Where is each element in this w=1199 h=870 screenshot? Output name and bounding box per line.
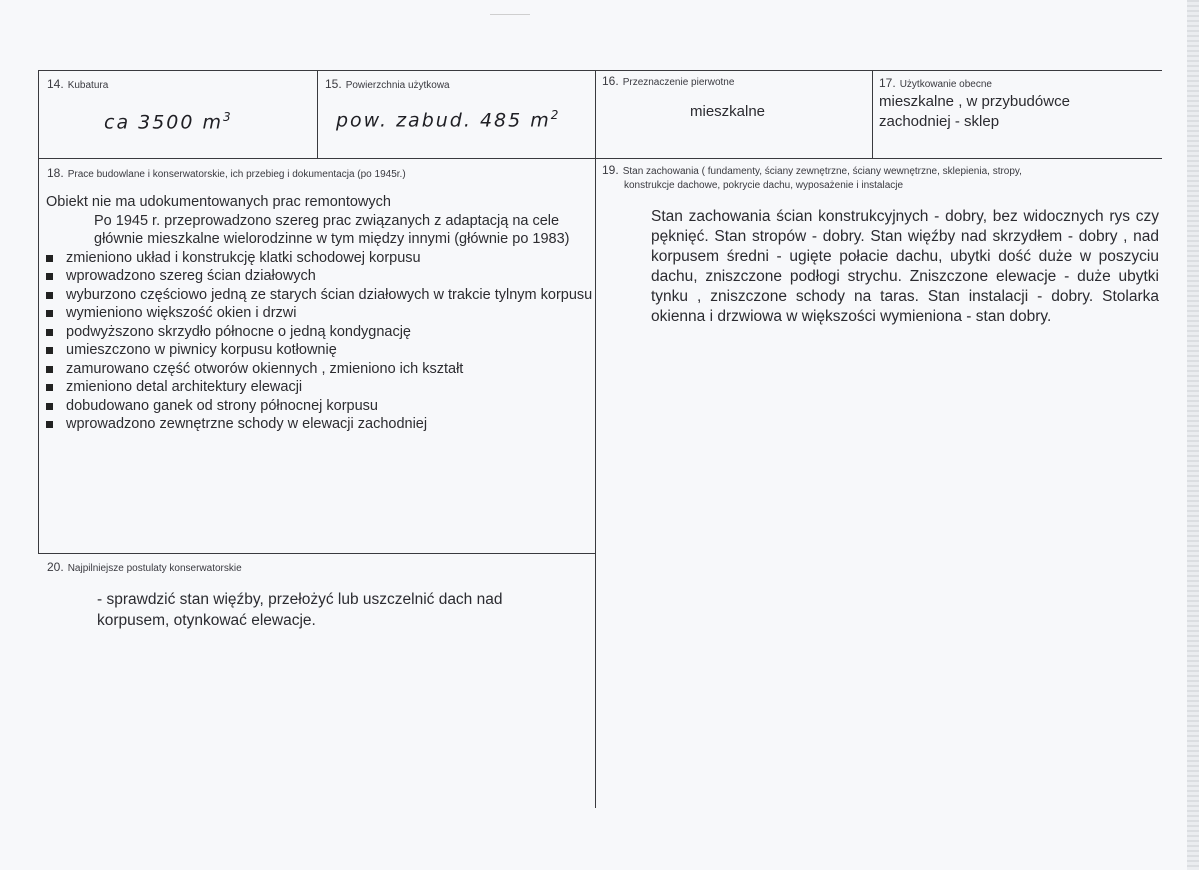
bullet-icon <box>46 384 53 391</box>
list-item-text: wyburzono częściowo jedną ze starych ścian działowych w trakcie tylnym korpusu <box>66 286 593 303</box>
field-14-value-text: ca 3500 m <box>104 111 224 134</box>
list-item <box>46 304 594 323</box>
field-18-title: Prace budowlane i konserwatorskie, ich przebieg i dokumentacja (po 1945r.) <box>67 169 406 180</box>
field-19-title-1: Stan zachowania ( fundamenty, ściany zewnętrzne, ściany wewnętrzne, sklepienia, stropy, <box>622 166 1022 177</box>
list-item <box>46 286 594 305</box>
list-item <box>46 378 594 397</box>
field-17-value-line1: mieszkalne , w przybudówce <box>879 93 1070 110</box>
field-14-title: Kubatura <box>67 80 109 91</box>
bullet-icon <box>46 366 53 373</box>
field-19-title-2: konstrukcje dachowe, pokrycie dachu, wyposażenie i instalacje <box>624 180 904 191</box>
field-14-label <box>47 77 108 91</box>
field-16-value: mieszkalne <box>690 103 766 120</box>
field-14-value <box>104 110 233 133</box>
field-16-title: Przeznaczenie pierwotne <box>622 77 735 88</box>
list-item <box>46 267 594 286</box>
grid-line-20 <box>38 553 596 554</box>
bullet-icon <box>46 273 53 280</box>
list-item-text: wprowadzono szereg ścian działowych <box>66 268 316 284</box>
bullet-icon <box>46 329 53 336</box>
bullet-icon <box>46 347 53 354</box>
field-18-label <box>47 166 406 180</box>
list-item-text: zamurowano część otworów okiennych , zmieniono ich kształt <box>66 360 464 377</box>
field-17-number: 17. <box>879 76 896 90</box>
list-item <box>46 341 594 360</box>
field-17-title: Użytkowanie obecne <box>899 79 992 90</box>
field-19-number: 19. <box>602 163 619 177</box>
field-15-value <box>336 108 560 131</box>
field-19-label <box>602 163 1022 193</box>
faint-mark <box>490 14 530 15</box>
field-20-number: 20. <box>47 560 64 574</box>
field-17-label <box>879 76 992 90</box>
field-19-text: Stan zachowania ścian konstrukcyjnych - dobry, bez widocznych rys czy pęknięć. Stan stropów - dobry. Stan więźby nad skrzydłem - dobry , nad korpusem średni - ugięte połacie dachu, ubytki dość duże w poszyciu dachu, zniszczone podłogi strychu. Zniszczone elewacje - duże ubytki tynku , zniszczone schody na taras. Stan instalacji - dobry. Stolarka okienna i drzwiowa w większości wymieniona - stan dobry. <box>651 208 1159 325</box>
field-15-title: Powierzchnia użytkowa <box>345 80 450 91</box>
field-16-label <box>602 74 734 88</box>
list-item <box>46 415 594 434</box>
grid-line-v2 <box>595 70 596 808</box>
list-item-text: zmieniono układ i konstrukcję klatki schodowej korpusu <box>66 249 421 266</box>
field-17-value <box>879 92 1070 132</box>
list-item <box>46 360 594 379</box>
field-18-content <box>46 193 594 434</box>
list-item-text: wprowadzono zewnętrzne schody w elewacji zachodniej <box>66 416 428 432</box>
grid-line-v3 <box>872 70 873 159</box>
list-item-text: dobudowano ganek od strony północnej korpusu <box>66 397 378 414</box>
list-item-text: wymieniono większość okien i drzwi <box>66 305 297 321</box>
field-15-number: 15. <box>325 77 342 91</box>
field-17-value-line2: zachodniej - sklep <box>879 113 1000 130</box>
field-15-label <box>325 77 450 91</box>
grid-line-left <box>38 70 39 554</box>
grid-line-v1 <box>317 70 318 159</box>
bullet-icon <box>46 421 53 428</box>
bullet-icon <box>46 310 53 317</box>
list-item-text: podwyższono skrzydło północne o jedną kondygnację <box>66 323 411 340</box>
field-18-intro2: Po 1945 r. przeprowadzono szereg prac związanych z adaptacją na cele głównie mieszkalne wielorodzinne w tym między innymi (głównie po 1983) <box>94 212 570 247</box>
field-15-value-sup: 2 <box>550 108 561 122</box>
field-18-intro1: Obiekt nie ma udokumentowanych prac remontowych <box>46 194 391 210</box>
bullet-icon <box>46 403 53 410</box>
list-item <box>46 323 594 342</box>
list-item-text: zmieniono detal architektury elewacji <box>66 379 303 395</box>
list-item <box>46 397 594 416</box>
field-19-label-line1 <box>602 163 1022 179</box>
field-20-label <box>47 560 242 574</box>
field-18-list <box>46 249 594 434</box>
field-15-value-text: pow. zabud. 485 m <box>336 109 551 132</box>
grid-line-top <box>38 70 1162 71</box>
bullet-icon <box>46 292 53 299</box>
bullet-icon <box>46 255 53 262</box>
field-20-text: - sprawdzić stan więźby, przełożyć lub uszczelnić dach nad korpusem, otynkować elewacje. <box>97 591 503 629</box>
field-14-value-sup: 3 <box>223 110 233 124</box>
list-item-text: umieszczono w piwnicy korpusu kotłownię <box>66 342 337 358</box>
scan-edge <box>1187 0 1199 870</box>
field-16-number: 16. <box>602 74 619 88</box>
field-14-number: 14. <box>47 77 64 91</box>
field-20-title: Najpilniejsze postulaty konserwatorskie <box>67 563 242 574</box>
list-item <box>46 249 594 268</box>
field-18-number: 18. <box>47 166 64 180</box>
grid-line-mid <box>38 158 1162 159</box>
